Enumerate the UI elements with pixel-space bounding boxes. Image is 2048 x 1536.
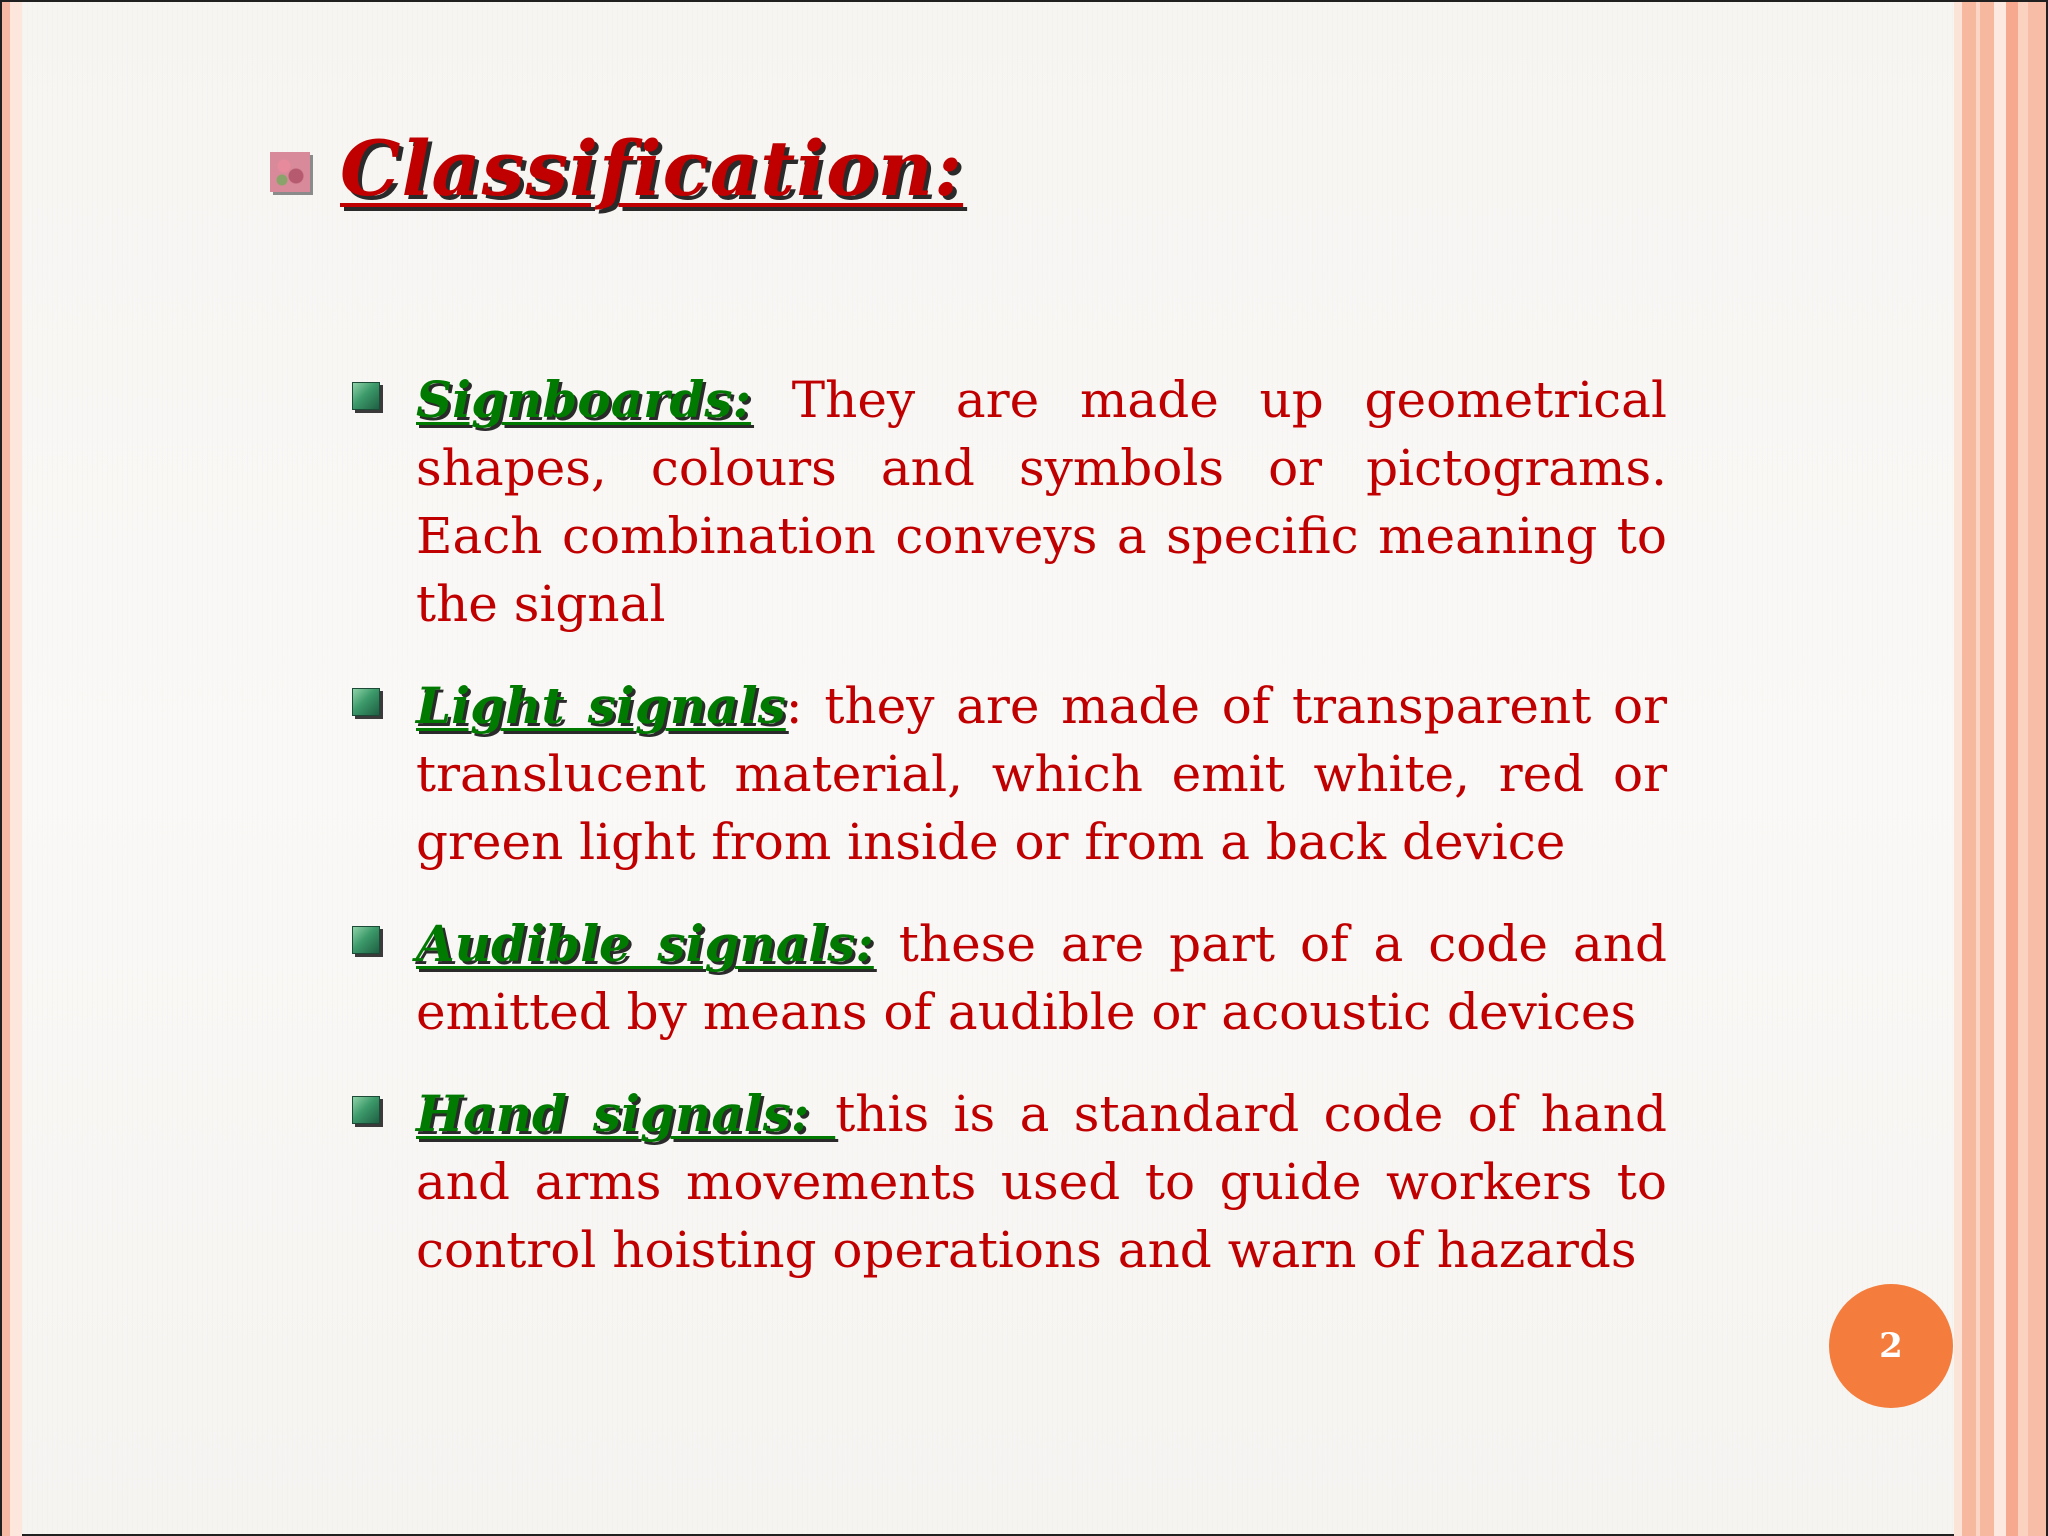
bullet-list — [352, 366, 1667, 1318]
term-hand-signals: Hand signals: — [416, 1084, 836, 1143]
left-border-stripe — [2, 2, 22, 1536]
term-signboards: Signboards: — [416, 370, 752, 429]
list-item-text — [416, 672, 1667, 876]
description-light-signals: : they are made of transparent or translucent material, which emit white, red or green light from inside or from a back device — [416, 677, 1667, 871]
list-item — [352, 672, 1667, 876]
title-row — [270, 124, 963, 213]
description-audible-signals: these are part of a code and emitted by means of audible or acoustic devices — [416, 915, 1667, 1041]
description-signboards: They are made up geometrical shapes, colours and symbols or pictograms. Each combination conveys a specific meaning to the signal — [416, 371, 1667, 633]
list-item — [352, 1080, 1667, 1284]
term-audible-signals: Audible signals: — [416, 914, 874, 973]
right-border-stripes — [1954, 2, 2046, 1536]
description-hand-signals: this is a standard code of hand and arms movements used to guide workers to control hoisting operations and warn of hazards — [416, 1085, 1667, 1279]
green-square-bullet-icon — [352, 382, 380, 410]
green-square-bullet-icon — [352, 1096, 380, 1124]
slide-title: Classification: — [340, 124, 964, 213]
list-item-text — [416, 366, 1667, 638]
list-item-text — [416, 1080, 1667, 1284]
term-light-signals: Light signals — [416, 676, 786, 735]
flower-bullet-icon — [270, 152, 310, 192]
list-item — [352, 366, 1667, 638]
page-number-badge: 2 — [1829, 1284, 1953, 1408]
list-item — [352, 910, 1667, 1046]
green-square-bullet-icon — [352, 688, 380, 716]
green-square-bullet-icon — [352, 926, 380, 954]
list-item-text — [416, 910, 1667, 1046]
